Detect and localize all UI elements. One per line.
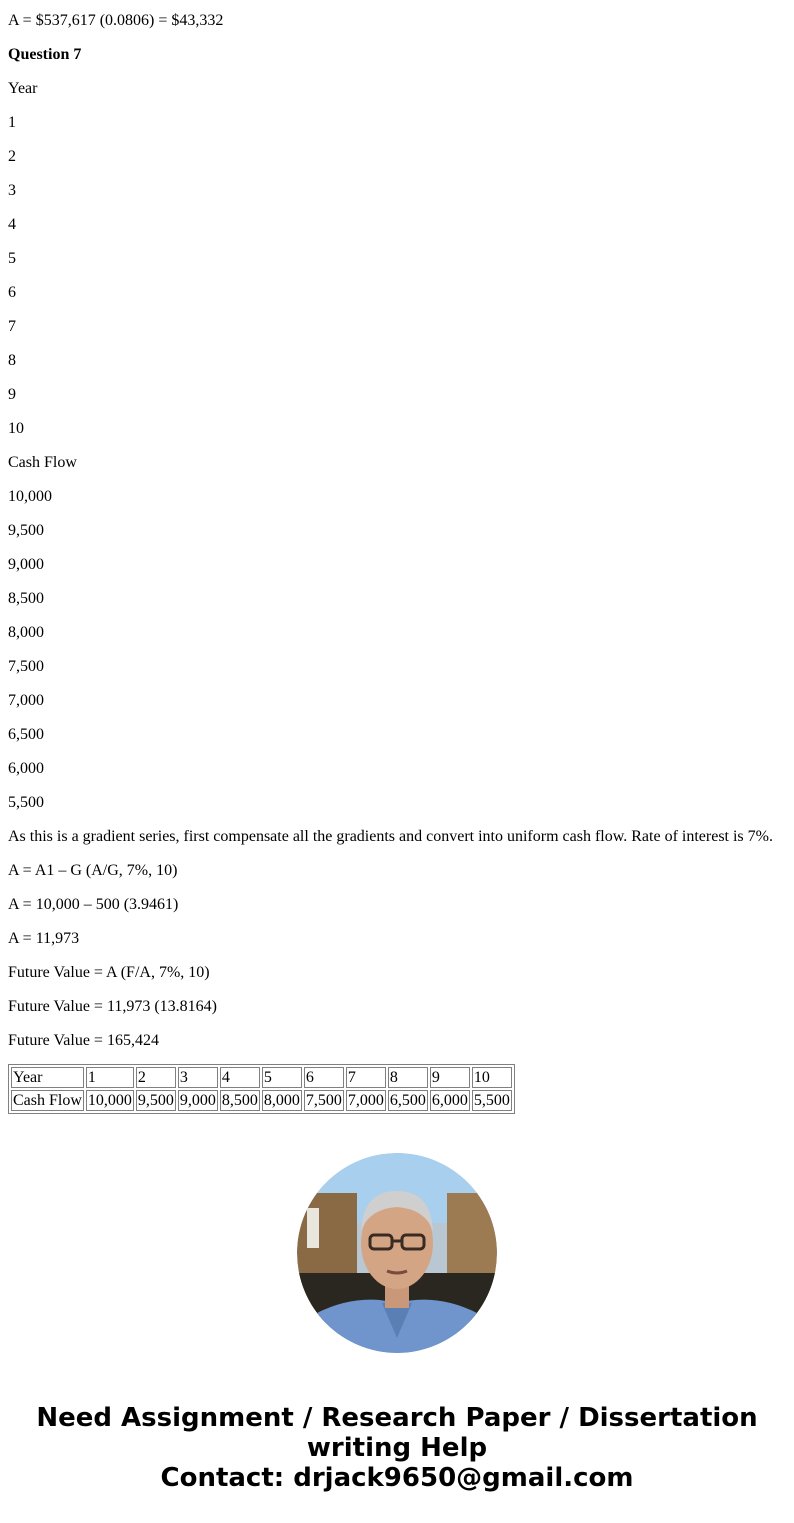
table-cell: Year [11,1067,84,1088]
cash-flow-value: 6,500 [8,726,44,743]
table-cell: 9 [430,1067,470,1088]
cash-flow-value: 6,000 [8,760,44,777]
cash-flow-value: 10,000 [8,488,52,505]
promo-line: Need Assignment / Research Paper / Dissertation [36,1403,758,1433]
year-value: 10 [8,420,24,437]
year-value: 8 [8,352,16,369]
formula-line: Future Value = 165,424 [8,1032,159,1049]
table-cell: 1 [86,1067,134,1088]
contact-line: Contact: drjack9650@gmail.com [160,1463,634,1493]
author-photo [297,1153,497,1353]
formula-line: Future Value = 11,973 (13.8164) [8,998,217,1015]
promo-footer [0,1403,794,1493]
table-cell: 8 [388,1067,428,1088]
formula-line: A = A1 – G (A/G, 7%, 10) [8,862,178,879]
year-value: 5 [8,250,16,267]
question-heading: Question 7 [8,46,82,63]
year-label: Year [8,80,38,97]
table-cell: 6 [304,1067,344,1088]
table-cell: 3 [178,1067,218,1088]
explanation-paragraph: As this is a gradient series, first compensate all the gradients and convert into uniform cash flow. Rate of interest is 7%. [8,828,773,845]
author-avatar [297,1153,497,1353]
year-value: 9 [8,386,16,403]
year-value: 4 [8,216,16,233]
table-cell: 5,500 [473,1092,510,1109]
answer-line: A = $537,617 (0.0806) = $43,332 [8,12,224,29]
year-value: 2 [8,148,16,165]
table-cell: 10,000 [87,1092,132,1109]
table-cell: 2 [136,1067,176,1088]
table-cell: 7,000 [347,1092,384,1109]
cash-flow-value: 7,500 [8,658,44,675]
cash-flow-value: 9,000 [8,556,44,573]
table-row [11,1067,512,1088]
year-value: 7 [8,318,16,335]
formula-line: A = 11,973 [8,930,80,947]
table-cell: 4 [220,1067,260,1088]
formula-line: Future Value = A (F/A, 7%, 10) [8,964,210,981]
table-cell: 10 [472,1067,512,1088]
cash-flow-value: 9,500 [8,522,44,539]
formula-line: A = 10,000 – 500 (3.9461) [8,896,179,913]
year-value: 6 [8,284,16,301]
table-cell: 9,500 [137,1092,174,1109]
table-cell: Cash Flow [13,1092,82,1109]
promo-line: writing Help [306,1433,488,1463]
cash-flow-value: 8,000 [8,624,44,641]
cash-flow-label: Cash Flow [8,454,77,471]
year-value: 3 [8,182,16,199]
table-cell: 9,000 [179,1092,216,1109]
table-cell: 6,500 [389,1092,426,1109]
table-cell: 8,500 [221,1092,258,1109]
cash-flow-value: 7,000 [8,692,44,709]
cash-flow-value: 5,500 [8,794,44,811]
year-value: 1 [8,114,16,131]
table-cell: 7 [346,1067,386,1088]
table-cell: 6,000 [431,1092,468,1109]
cash-flow-table [8,1064,515,1114]
table-cell: 7,500 [305,1092,342,1109]
table-cell: 5 [262,1067,302,1088]
table-row [11,1090,512,1111]
table-cell: 8,000 [263,1092,300,1109]
cash-flow-value: 8,500 [8,590,44,607]
